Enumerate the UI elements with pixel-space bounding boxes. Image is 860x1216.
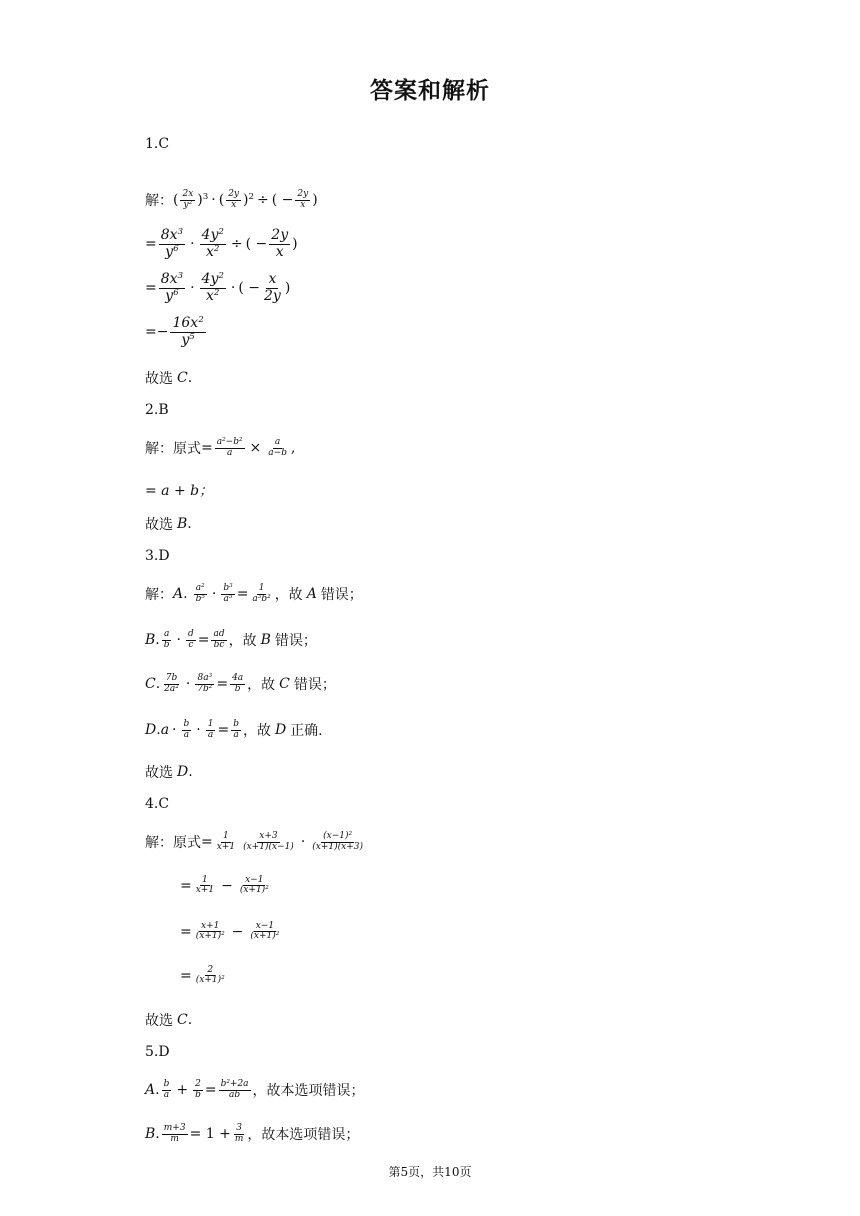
option-letter: C (279, 676, 290, 692)
answer-label: 4.C (145, 796, 170, 812)
fraction: $\frac{3}{m}$ (234, 1123, 244, 1144)
punctuation: . (188, 764, 193, 780)
q3-option-c: C . $\frac{7b}{2a^2}$ · $\frac{8a^3}{7b^2}$ = $\frac{4a}{b}$ ，故 C 错误； (145, 673, 336, 694)
q4-solution-line-2: = $\frac{1}{x+1}$ − $\frac{x-1}{(x+1)^2}$ (180, 875, 269, 896)
fraction: $\frac{2y}{x}$ (271, 227, 289, 260)
solution-step: = a + b； (145, 483, 214, 499)
fraction: $\frac{x+1}{(x+1)^2}$ (195, 921, 225, 942)
q1-solution-line-1: 解： ( $\frac{2x}{y^2}$ )$^3$ · ( $\frac{2y}{x}$ )$^2$ ÷ ( − $\frac{2y}{x}$ ) (145, 189, 318, 210)
answer-choice: B (177, 516, 188, 532)
q1-solution-line-4: =− $\frac{16x^2}{y^5}$ (145, 315, 204, 348)
result-text: 错误； (274, 633, 317, 649)
answer-label: 5.D (145, 1044, 170, 1060)
fraction: $\frac{x+3}{(x+1)(x-1)}$ (243, 831, 294, 852)
q3-option-d: D . a · $\frac{b}{a}$ · $\frac{1}{a}$ = $\frac{b}{a}$ ，故 D 正确. (145, 719, 323, 740)
fraction: $\frac{a}{b}$ (163, 629, 170, 650)
fraction: $\frac{2}{(x+1)^2}$ (195, 965, 225, 986)
solution-prefix: 解： (145, 587, 173, 603)
fraction: $\frac{a}{a-b}$ (268, 437, 287, 458)
answer-label: 3.D (145, 548, 170, 564)
result-text: 错误； (293, 677, 336, 693)
fraction: $\frac{2y}{x}$ (228, 189, 240, 210)
q5-option-a: A . $\frac{b}{a}$ + $\frac{2}{b}$ = $\frac{b^2+2a}{ab}$ ，故本选项错误； (145, 1079, 365, 1100)
q1-solution-line-3: = $\frac{8x^3}{y^6}$ · $\frac{4y^2}{x^2}$ · ( − $\frac{x}{2y}$ ) (145, 271, 291, 304)
fraction: $\frac{8a^3}{7b^2}$ (197, 673, 213, 694)
fraction: $\frac{7b}{2a^2}$ (164, 673, 179, 694)
answer-label: 1.C (145, 136, 170, 152)
conclusion-text: 故选 (145, 1013, 173, 1029)
fraction: $\frac{8x^3}{y^6}$ (160, 271, 184, 304)
explanation-text: ，故 (274, 587, 303, 603)
conclusion-text: 故选 (145, 765, 173, 781)
q3-conclusion (145, 762, 193, 782)
question-4-answer (145, 796, 169, 812)
q3-option-b: B . $\frac{a}{b}$ · $\frac{d}{c}$ = $\frac{ad}{bc}$ ，故 B 错误； (145, 629, 317, 650)
fraction: $\frac{x-1}{(x+1)^2}$ (239, 875, 269, 896)
answer-choice: C (177, 1012, 188, 1028)
option-letter: D (274, 722, 287, 738)
question-1-answer (145, 136, 169, 152)
q2-solution-line-1: 解：原式 = $\frac{a^2-b^2}{a}$ × $\frac{a}{a-b}$ , (145, 437, 296, 458)
answer-choice: C (177, 370, 188, 386)
fraction: $\frac{x-1}{(x+1)^2}$ (250, 921, 280, 942)
conclusion-text: 故选 (145, 517, 173, 533)
fraction: $\frac{1}{x+1}$ (195, 875, 215, 896)
fraction: $\frac{x}{2y}$ (264, 271, 281, 304)
q1-conclusion (145, 368, 192, 388)
fraction: $\frac{ad}{bc}$ (213, 629, 225, 650)
fraction: $\frac{4a}{b}$ (232, 673, 244, 694)
page-number-footer: 第5页，共10页 (388, 1165, 472, 1179)
answer-label: 2.B (145, 402, 169, 418)
fraction: $\frac{2}{b}$ (195, 1079, 201, 1100)
fraction: $\frac{4y^2}{x^2}$ (201, 271, 224, 304)
fraction: $\frac{b^3}{a^5}$ (223, 583, 233, 604)
fraction: $\frac{a^2-b^2}{a}$ (216, 437, 243, 458)
solution-prefix: 解：原式 (145, 441, 201, 457)
fraction: $\frac{2y}{x}$ (297, 189, 309, 210)
fraction: $\frac{(x-1)^2}{(x+1)(x+3)}$ (312, 831, 363, 852)
fraction: $\frac{8x^3}{y^6}$ (160, 227, 184, 260)
fraction: $\frac{b^2+2a}{ab}$ (220, 1079, 249, 1100)
q4-solution-line-1: 解：原式 = $\frac{1}{x+1}$ $\frac{x+3}{(x+1)(x-1)}$ · $\frac{(x-1)^2}{(x+1)(x+3)}$ (145, 831, 363, 852)
fraction: $\frac{4y^2}{x^2}$ (201, 227, 224, 260)
fraction: $\frac{1}{a}$ (207, 719, 214, 740)
fraction: $\frac{a^2}{b^5}$ (195, 583, 205, 604)
solution-prefix: 解：原式 (145, 835, 201, 851)
q4-solution-line-3: = $\frac{x+1}{(x+1)^2}$ − $\frac{x-1}{(x+1)^2}$ (180, 921, 280, 942)
fraction: $\frac{b}{a}$ (163, 1079, 170, 1100)
fraction: $\frac{1}{x+1}$ (216, 831, 236, 852)
fraction: $\frac{m+3}{m}$ (163, 1123, 186, 1144)
q5-option-b: B . $\frac{m+3}{m}$ = 1 + $\frac{3}{m}$ ，故本选项错误； (145, 1123, 360, 1144)
fraction: $\frac{2x}{y^2}$ (182, 189, 194, 210)
punctuation: . (187, 516, 192, 532)
q3-option-a: 解： A . $\frac{a^2}{b^5}$ · $\frac{b^3}{a^5}$ = $\frac{1}{a^3b^2}$ ，故 A 错误； (145, 583, 363, 604)
fraction: $\frac{b}{a}$ (233, 719, 239, 740)
question-3-answer (145, 548, 170, 564)
result-text: 错误； (320, 587, 363, 603)
q4-solution-line-4: = $\frac{2}{(x+1)^2}$ (180, 965, 225, 986)
fraction: $\frac{16x^2}{y^5}$ (172, 315, 204, 348)
result-text: ，故本选项错误； (252, 1083, 365, 1099)
q4-conclusion (145, 1010, 192, 1030)
punctuation: . (187, 370, 193, 386)
q2-solution-line-2 (145, 480, 213, 500)
q1-solution-line-2: = $\frac{8x^3}{y^6}$ · $\frac{4y^2}{x^2}$ ÷ ( − $\frac{2y}{x}$ ) (145, 227, 298, 260)
question-5-answer (145, 1044, 170, 1060)
page-title: 答案和解析 (370, 77, 490, 104)
punctuation: . (187, 1012, 193, 1028)
fraction: $\frac{b}{a}$ (183, 719, 190, 740)
question-2-answer (145, 402, 169, 418)
result-text: ，故本选项错误； (247, 1127, 360, 1143)
fraction: $\frac{d}{c}$ (187, 629, 194, 650)
result-text: 正确. (290, 723, 323, 739)
conclusion-text: 故选 (145, 371, 173, 387)
option-letter: B (260, 632, 271, 648)
solution-prefix: 解： (145, 193, 173, 209)
q2-conclusion (145, 514, 192, 534)
option-letter: A (306, 586, 317, 602)
fraction: $\frac{1}{a^3b^2}$ (252, 583, 271, 604)
answer-choice: D (177, 764, 189, 780)
